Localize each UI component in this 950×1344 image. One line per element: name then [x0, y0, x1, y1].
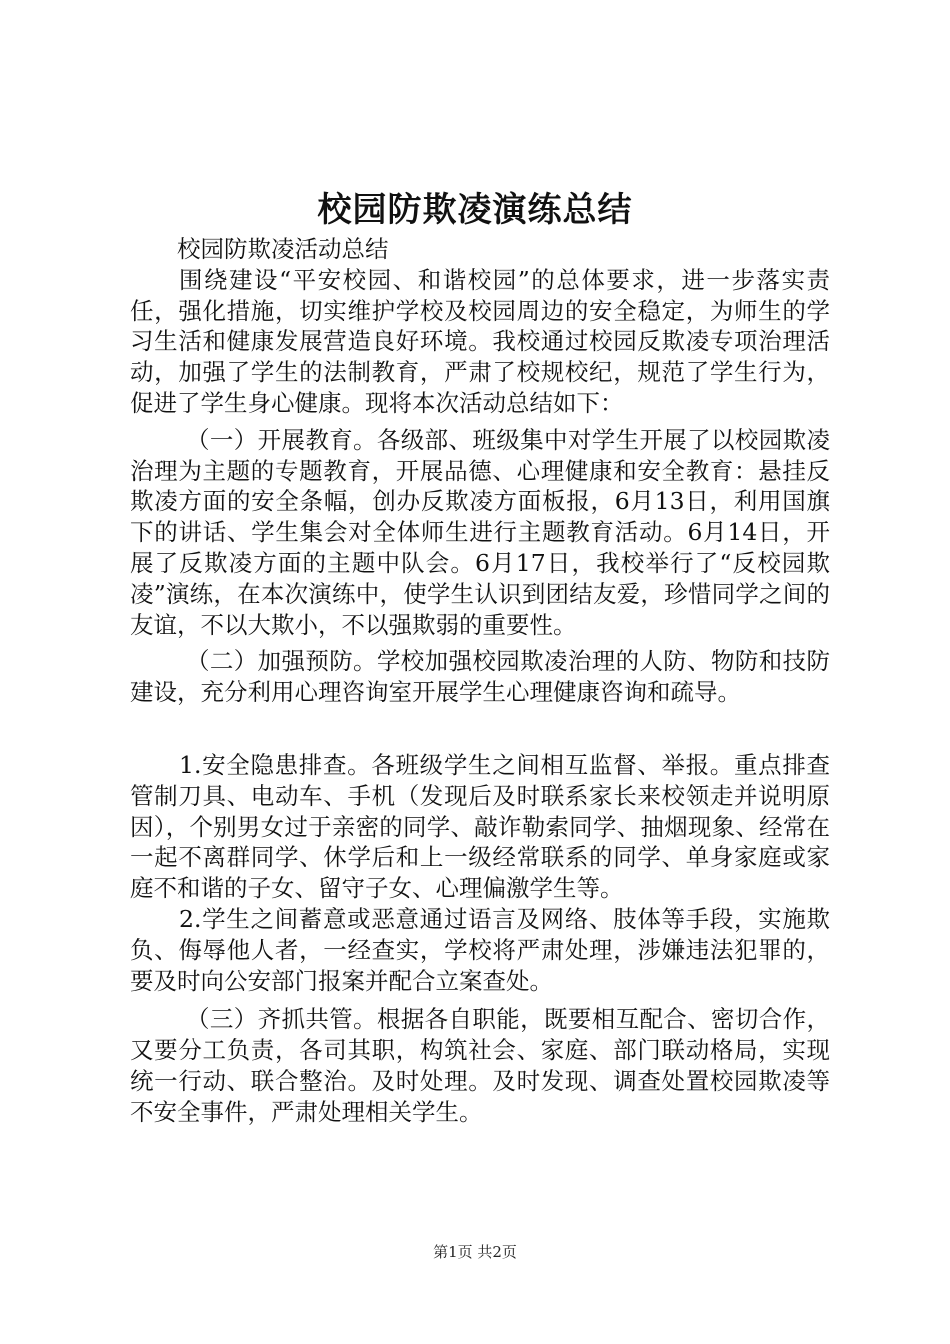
document-subtitle: 校园防欺凌活动总结	[177, 235, 389, 263]
page-number-footer: 第1页 共2页	[433, 1243, 517, 1261]
paragraph-section-2: （二）加强预防。学校加强校园欺凌治理的人防、物防和技防建设，充分利用心理咨询室开展学生心理健康咨询和疏导。	[130, 647, 830, 707]
paragraph-intro: 围绕建设“平安校园、和谐校园”的总体要求，进一步落实责任，强化措施，切实维护学校及校园周边的安全稳定，为师生的学习生活和健康发展营造良好环境。我校通过校园反欺凌专项治理活动，加强了学生的法制教育，严肃了校规校纪，规范了学生行为，促进了学生身心健康。现将本次活动总结如下：	[130, 265, 830, 417]
paragraph-section-1: （一）开展教育。各级部、班级集中对学生开展了以校园欺凌治理为主题的专题教育，开展品德、心理健康和安全教育：悬挂反欺凌方面的安全条幅，创办反欺凌方面板报，6月13日，利用国旗下的讲话、学生集会对全体师生进行主题教育活动。6月14日，开展了反欺凌方面的主题中队会。6月17日，我校举行了“反校园欺凌”演练，在本次演练中，使学生认识到团结友爱，珍惜同学之间的友谊，不以大欺小，不以强欺弱的重要性。	[130, 425, 830, 639]
paragraph-item-1: 1.安全隐患排查。各班级学生之间相互监督、举报。重点排查管制刀具、电动车、手机（发现后及时联系家长来校领走并说明原因），个别男女过于亲密的同学、敲诈勒索同学、抽烟现象、经常在一起不离群同学、休学后和上一级经常联系的同学、单身家庭或家庭不和谐的子女、留守子女、心理偏激学生等。	[130, 750, 830, 903]
paragraph-item-2: 2.学生之间蓄意或恶意通过语言及网络、肢体等手段，实施欺负、侮辱他人者，一经查实，学校将严肃处理，涉嫌违法犯罪的，要及时向公安部门报案并配合立案查处。	[130, 904, 830, 995]
document-body	[130, 234, 830, 1128]
paragraph-section-3: （三）齐抓共管。根据各自职能，既要相互配合、密切合作，又要分工负责，各司其职，构筑社会、家庭、部门联动格局，实现统一行动、联合整治。及时处理。及时发现、调查处置校园欺凌等不安全事件，严肃处理相关学生。	[130, 1005, 830, 1126]
document-title: 校园防欺凌演练总结	[317, 190, 633, 230]
